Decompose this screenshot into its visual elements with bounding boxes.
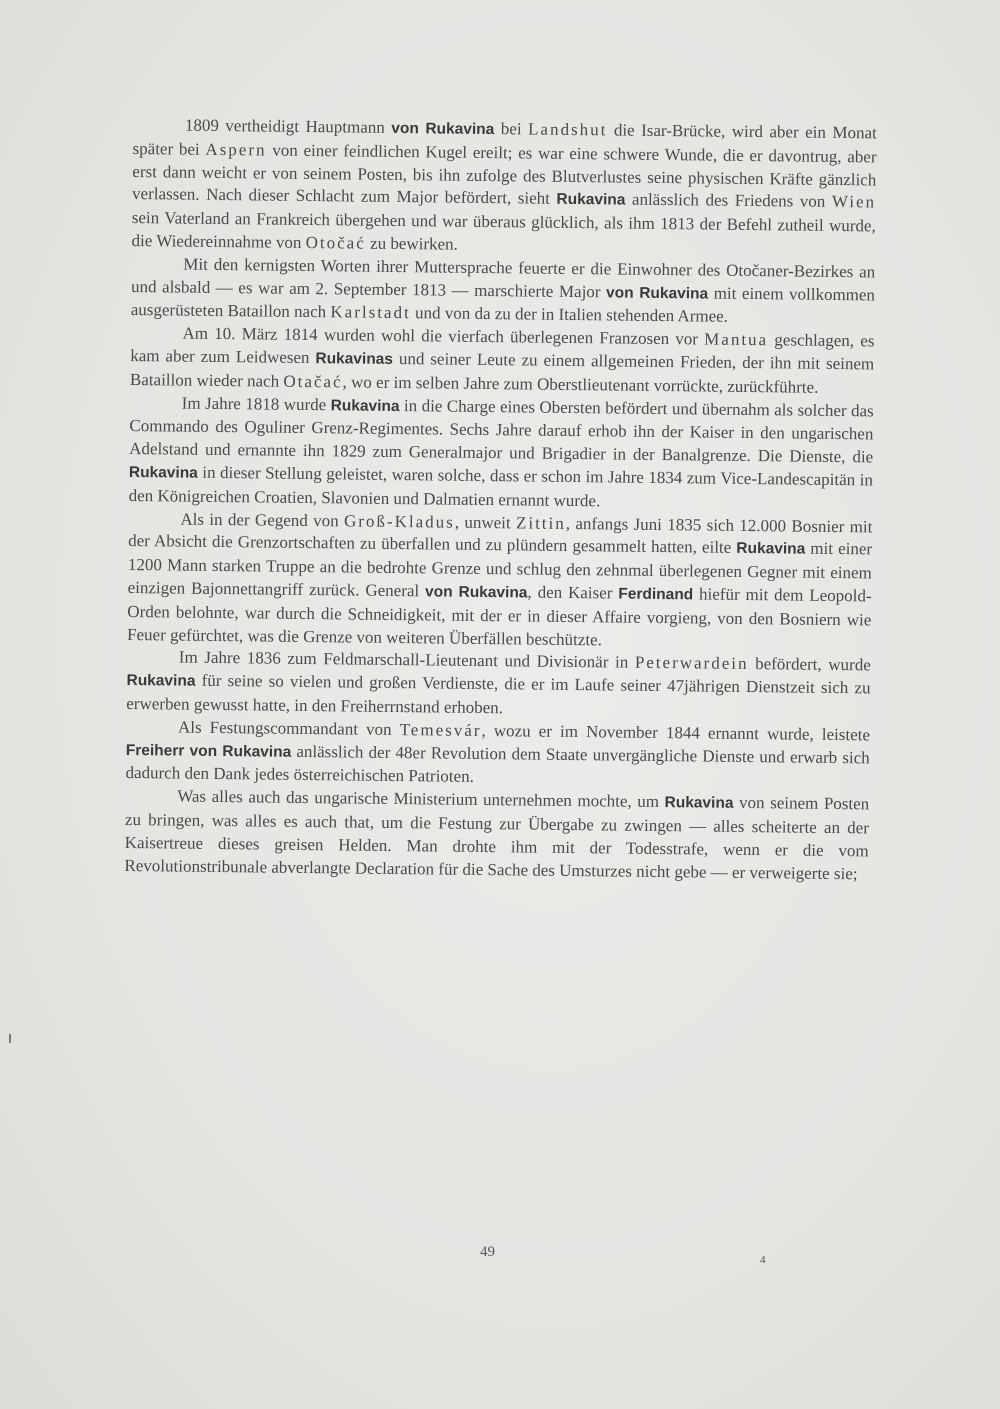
text-run: 1809 vertheidigt Hauptmann — [184, 115, 392, 137]
body-text — [124, 114, 877, 886]
emphasized-name: von Rukavina — [605, 283, 709, 303]
text-run: hiefür mit dem Leopold-Orden belohnte, war durch die Schneidigkeit, mit der er in dieser Affaire vorgieng, von den Bosniern wie Feuer gefürchtet, was die Grenze von weiteren Überfällen beschützte. — [126, 584, 872, 649]
text-run: die Isar-Brücke, wird aber ein Monat später bei — [132, 120, 877, 159]
paragraph — [126, 646, 871, 724]
text-run: Was alles auch das ungarische Ministerium unternehmen mochte, um — [177, 786, 665, 812]
spaced-place-name: Mantua — [704, 329, 769, 350]
paragraph — [129, 392, 874, 516]
text-run: geschlagen, es kam aber zum Leidwesen — [130, 330, 875, 368]
paragraph — [131, 253, 876, 331]
text-run: Als Festungscommandant von — [177, 717, 400, 739]
text-run: , wozu er im November 1844 ernannt wurde, leistete — [481, 720, 871, 745]
text-run: zu bewirken. — [365, 233, 458, 254]
text-run: , unweit — [454, 512, 517, 532]
emphasized-name: Rukavina — [736, 540, 806, 558]
text-run: , den Kaiser — [527, 582, 619, 603]
text-run: anlässlich des Friedens von — [625, 189, 833, 212]
text-run: Als in der Gegend von — [180, 509, 345, 530]
spaced-place-name: Landshut — [527, 119, 608, 140]
text-run: in die Charge eines Obersten befördert und übernahm als solcher das Commando des Oguliner Grenz-Regimentes. Sechs Jahre darauf erhob ihn der Kaiser in den ungarischen Adelstand und ernannte ihn 1829 zum Generalmajor und Brigadier in der Banalgrenze. Die Dienste, die — [129, 395, 874, 467]
spaced-place-name: Temesvár — [399, 719, 482, 740]
text-run: Im Jahre 1836 zum Feldmarschall-Lieutenant und Divisionär in — [178, 647, 635, 673]
spaced-place-name: Groß-Kladus — [343, 510, 455, 532]
emphasized-name: Freiherr von Rukavina — [125, 741, 292, 761]
text-run: Mit den kernigsten Worten ihrer Muttersprache feuerte er die Einwohner des Otočaner-Bezirkes an und alsbald — es war am 2. September 1813 — marschierte Major — [130, 254, 876, 301]
text-run: anlässlich der 48er Revolution dem Staate unvergängliche Dienste und erwarb sich dadurch den Dank jedes österreichischen Patrioten. — [125, 741, 870, 787]
paragraph — [130, 322, 875, 400]
text-run: mit einem vollkommen ausgerüsteten Bataillon nach — [130, 283, 876, 322]
text-run: und seiner Leute zu einem allgemeinen Frieden, der ihn mit seinem Bataillon wieder nach — [129, 348, 875, 391]
emphasized-name: von Rukavina — [391, 119, 495, 139]
paragraph — [131, 114, 877, 261]
text-run: und von da zu der in Italien stehenden Armee. — [410, 303, 729, 327]
spaced-place-name: Otočać — [305, 232, 366, 253]
margin-mark — [9, 1034, 11, 1043]
text-run: bei — [494, 119, 529, 139]
text-run: in dieser Stellung geleistet, waren solche, dass er schon im Jahre 1834 zum Vice-Landescapitän in den Königreichen Croatien, Slavonien und Dalmatien ernannt wurde. — [128, 462, 874, 511]
text-run: , wo er im selben Jahre zum Oberstlieutenant vorrückte, zurückführte. — [342, 372, 819, 397]
text-run: befördert, wurde — [748, 654, 871, 675]
spaced-place-name: Karlstadt — [330, 302, 411, 323]
spaced-place-name: Peterwardein — [634, 653, 749, 674]
spaced-place-name: Zittin — [515, 512, 566, 533]
paragraph — [124, 785, 869, 886]
text-run: Am 10. März 1814 wurden wohl die vierfach überlegenen Franzosen vor — [182, 323, 705, 349]
text-run: von einer feindlichen Kugel ereilt; es war eine schwere Wunde, die er davontrug, aber erst dann weicht er von seinem Posten, bis ihn zufolge des Blutverlustes seine physischen Kräfte gänzlich verlassen. Nach dieser Schlacht zum Major befördert, sieht — [131, 140, 877, 209]
emphasized-name: Ferdinand — [618, 585, 694, 604]
spaced-place-name: Wien — [831, 192, 877, 212]
page-number: 49 — [480, 1244, 495, 1260]
text-run: , anfangs Juni 1835 sich 12.000 Bosnier mit der Absicht die Grenzortschaften zu überfallen und zu plündern gesammelt hatten, eilte — [128, 513, 873, 558]
text-run: sein Vaterland an Frankreich übergehen und war überaus glücklich, als ihm 1813 der Befehl zutheil wurde, die Wiedereinnahme von — [131, 208, 876, 252]
text-run: für seine so vielen und großen Verdienste, die er im Laufe seiner 47jährigen Dienstzeit sich zu erwerben gewusst hatte, in den Freiherrnstand erhoben. — [126, 670, 871, 718]
emphasized-name: Rukavinas — [315, 350, 394, 368]
signature-mark: 4 — [760, 1254, 766, 1266]
emphasized-name: Rukavina — [126, 672, 196, 690]
spaced-place-name: Aspern — [205, 139, 267, 160]
emphasized-name: Rukavina — [330, 396, 400, 415]
text-run: Im Jahre 1818 wurde — [181, 393, 331, 414]
emphasized-name: Rukavina — [556, 191, 626, 209]
emphasized-name: Rukavina — [664, 794, 734, 812]
paragraph — [125, 716, 870, 794]
text-run: mit einer 1200 Mann starken Truppe an die bedrohte Grenze und schlug den zehnmal überlegenen Gegner mit einem einzigen Bajonnettangriff zurück. General — [127, 538, 873, 601]
paragraph — [127, 508, 873, 655]
text-run: von seinem Posten zu bringen, was alles es auch that, um die Festung zur Übergabe zu zwingen — alles scheiterte an der Kaisertreue dieses greisen Helden. Man drohte ihm mit der Todesstrafe, wenn er die vom Revolutionstribunale abverlangte Declaration für die Sache des Umsturzes nicht gebe — er verweigerte sie; — [124, 792, 870, 883]
spaced-place-name: Otačać — [283, 371, 343, 392]
emphasized-name: von Rukavina — [424, 583, 528, 602]
emphasized-name: Rukavina — [128, 463, 198, 482]
